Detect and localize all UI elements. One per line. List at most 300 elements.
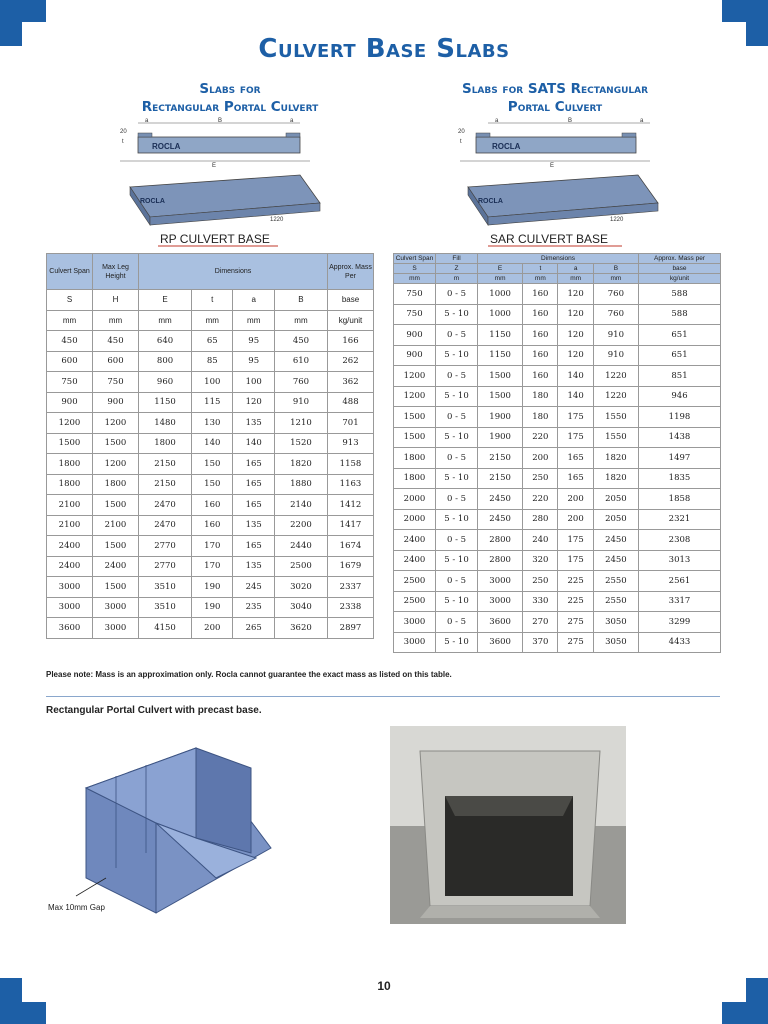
table-cell: 2450 <box>478 489 523 510</box>
table-cell: 600 <box>93 351 139 372</box>
unit-cell: mm <box>47 310 93 331</box>
table-cell: 2470 <box>139 495 192 516</box>
table-cell: 3000 <box>394 612 436 633</box>
table-cell: 362 <box>328 372 374 393</box>
table-cell: 2150 <box>139 474 192 495</box>
table-cell: 900 <box>93 392 139 413</box>
table-cell: 150 <box>192 454 233 475</box>
table-cell: 175 <box>558 407 593 428</box>
section-divider <box>46 696 720 697</box>
table-cell: 3317 <box>639 591 721 612</box>
table-cell: 165 <box>558 468 593 489</box>
table-cell: 3600 <box>47 618 93 639</box>
table-cell: 1480 <box>139 413 192 434</box>
table-cell: 1500 <box>93 536 139 557</box>
label-a-right: a <box>290 118 294 124</box>
table-row <box>394 407 721 428</box>
table-cell: 1417 <box>328 515 374 536</box>
table-row <box>394 366 721 387</box>
table-cell: 250 <box>523 571 558 592</box>
table-cell: 1200 <box>93 413 139 434</box>
label-20: 20 <box>120 129 127 135</box>
table-cell: 150 <box>192 474 233 495</box>
table-cell: 2400 <box>47 556 93 577</box>
table-cell: 180 <box>523 386 558 407</box>
table-row <box>394 571 721 592</box>
table-cell: 588 <box>639 304 721 325</box>
table-cell: 180 <box>523 407 558 428</box>
table-cell: 140 <box>558 366 593 387</box>
table-cell: 1500 <box>93 433 139 454</box>
table-cell: 235 <box>233 597 274 618</box>
table-cell: 1150 <box>478 325 523 346</box>
table-cell: 170 <box>192 536 233 557</box>
table-cell: 4433 <box>639 632 721 653</box>
sar-culvert-base-diagram <box>450 115 690 250</box>
label-1220: 1220 <box>610 217 624 223</box>
table-cell: 120 <box>558 284 593 305</box>
table-cell: 2000 <box>394 489 436 510</box>
table-cell: 3013 <box>639 550 721 571</box>
symbol-cell: E <box>139 290 192 311</box>
unit-cell: mm <box>274 310 327 331</box>
table-cell: 2308 <box>639 530 721 551</box>
table-cell: 1200 <box>93 454 139 475</box>
table-cell: 1220 <box>593 366 638 387</box>
table-cell: 330 <box>523 591 558 612</box>
table-cell: 3000 <box>394 632 436 653</box>
unit-cell: mm <box>233 310 274 331</box>
table-cell: 2338 <box>328 597 374 618</box>
table-cell: 265 <box>233 618 274 639</box>
label-e: E <box>212 163 217 169</box>
unit-cell: mm <box>192 310 233 331</box>
table-row <box>47 474 374 495</box>
table-cell: 2500 <box>274 556 327 577</box>
table-cell: 2150 <box>139 454 192 475</box>
table-cell: 200 <box>192 618 233 639</box>
table-cell: 65 <box>192 331 233 352</box>
sar-culvert-table <box>393 253 721 653</box>
table-row <box>47 433 374 454</box>
table-cell: 913 <box>328 433 374 454</box>
symbol-cell: H <box>93 290 139 311</box>
table-cell: 120 <box>233 392 274 413</box>
page-title: Culvert Base Slabs <box>258 34 510 64</box>
table-cell: 2050 <box>593 509 638 530</box>
table-cell: 5 - 10 <box>436 468 478 489</box>
label-a-left: a <box>495 118 499 124</box>
opening-shadow <box>445 796 573 816</box>
table-cell: 1500 <box>478 386 523 407</box>
brand-label: ROCLA <box>152 142 181 151</box>
table-cell: 2450 <box>593 530 638 551</box>
table-cell: 1163 <box>328 474 374 495</box>
table-cell: 120 <box>558 345 593 366</box>
table-cell: 2561 <box>639 571 721 592</box>
table-cell: 95 <box>233 351 274 372</box>
header-approx-mass: Approx. Mass Per <box>328 254 374 290</box>
table-cell: 960 <box>139 372 192 393</box>
table-cell: 2100 <box>93 515 139 536</box>
table-cell: 651 <box>639 345 721 366</box>
left-section-title-line1: Slabs for <box>199 81 261 97</box>
table-cell: 160 <box>523 284 558 305</box>
table-cell: 1158 <box>328 454 374 475</box>
brand-label: ROCLA <box>492 142 521 151</box>
unit-cell: mm <box>93 310 139 331</box>
culvert-right-wall <box>196 748 251 853</box>
table-cell: 640 <box>139 331 192 352</box>
table-cell: 946 <box>639 386 721 407</box>
symbol-cell: Z <box>436 264 478 274</box>
table-cell: 1000 <box>478 304 523 325</box>
table-cell: 651 <box>639 325 721 346</box>
table-cell: 170 <box>192 556 233 577</box>
table-row <box>47 556 374 577</box>
table-cell: 3510 <box>139 577 192 598</box>
brand-label-isometric: ROCLA <box>478 198 503 205</box>
table-row <box>394 427 721 448</box>
table-row <box>47 454 374 475</box>
table-cell: 1150 <box>139 392 192 413</box>
table-cell: 245 <box>233 577 274 598</box>
slab-upstand-right <box>286 133 300 137</box>
table-cell: 166 <box>328 331 374 352</box>
left-section-title <box>80 80 380 116</box>
table-cell: 225 <box>558 571 593 592</box>
table-cell: 1500 <box>478 366 523 387</box>
table-cell: 0 - 5 <box>436 448 478 469</box>
table-row <box>47 351 374 372</box>
table-cell: 100 <box>233 372 274 393</box>
label-b: B <box>218 118 223 124</box>
table-cell: 1550 <box>593 407 638 428</box>
table-cell: 910 <box>593 325 638 346</box>
table-cell: 450 <box>47 331 93 352</box>
right-section-title <box>405 80 705 116</box>
symbol-cell: a <box>558 264 593 274</box>
table-cell: 2050 <box>593 489 638 510</box>
gap-label: Max 10mm Gap <box>48 903 105 912</box>
table-cell: 165 <box>233 495 274 516</box>
table-cell: 3299 <box>639 612 721 633</box>
table-cell: 0 - 5 <box>436 612 478 633</box>
mass-disclaimer-note: Please note: Mass is an approximation only. Rocla cannot guarantee the exact mass as listed on this table. <box>46 670 452 679</box>
table-cell: 0 - 5 <box>436 325 478 346</box>
table-cell: 2800 <box>478 530 523 551</box>
table-cell: 270 <box>523 612 558 633</box>
table-cell: 2100 <box>47 495 93 516</box>
table-cell: 750 <box>47 372 93 393</box>
table-cell: 1820 <box>593 448 638 469</box>
table-cell: 5 - 10 <box>436 345 478 366</box>
table-cell: 1150 <box>478 345 523 366</box>
symbol-cell: E <box>478 264 523 274</box>
table-cell: 370 <box>523 632 558 653</box>
table-cell: 2400 <box>93 556 139 577</box>
table-cell: 588 <box>639 284 721 305</box>
sar-diagram-caption: SAR CULVERT BASE <box>490 232 609 246</box>
table-cell: 0 - 5 <box>436 571 478 592</box>
table-header-row <box>394 254 721 264</box>
table-cell: 0 - 5 <box>436 489 478 510</box>
table-cell: 200 <box>558 509 593 530</box>
symbol-cell: S <box>47 290 93 311</box>
table-cell: 450 <box>93 331 139 352</box>
table-cell: 1679 <box>328 556 374 577</box>
table-cell: 160 <box>523 304 558 325</box>
table-cell: 2470 <box>139 515 192 536</box>
table-cell: 2450 <box>478 509 523 530</box>
unit-row <box>47 310 374 331</box>
table-cell: 3600 <box>478 612 523 633</box>
table-cell: 760 <box>593 304 638 325</box>
rp-diagram-caption: RP CULVERT BASE <box>160 232 270 246</box>
table-cell: 2800 <box>478 550 523 571</box>
table-cell: 2100 <box>47 515 93 536</box>
table-cell: 2000 <box>394 509 436 530</box>
table-cell: 1800 <box>139 433 192 454</box>
right-section-title-line1: Slabs for SATS Rectangular <box>461 81 649 97</box>
unit-cell: kg/unit <box>639 274 721 284</box>
table-row <box>47 372 374 393</box>
table-cell: 3000 <box>93 597 139 618</box>
label-1220: 1220 <box>270 217 284 223</box>
table-cell: 760 <box>274 372 327 393</box>
symbol-cell: B <box>593 264 638 274</box>
table-cell: 2550 <box>593 591 638 612</box>
table-cell: 1800 <box>394 448 436 469</box>
table-cell: 800 <box>139 351 192 372</box>
right-section-title-line2: Portal Culvert <box>507 99 603 115</box>
table-cell: 1220 <box>593 386 638 407</box>
table-cell: 910 <box>274 392 327 413</box>
table-cell: 140 <box>233 433 274 454</box>
symbol-row <box>394 264 721 274</box>
illustration-caption: Rectangular Portal Culvert with precast base. <box>46 705 262 716</box>
table-cell: 1800 <box>47 474 93 495</box>
table-cell: 1900 <box>478 407 523 428</box>
table-cell: 160 <box>523 325 558 346</box>
table-cell: 130 <box>192 413 233 434</box>
table-cell: 750 <box>394 304 436 325</box>
page-number: 10 <box>377 979 391 993</box>
table-cell: 165 <box>233 454 274 475</box>
table-cell: 1800 <box>47 454 93 475</box>
table-row <box>47 413 374 434</box>
table-cell: 160 <box>523 366 558 387</box>
table-cell: 1500 <box>93 495 139 516</box>
label-b: B <box>568 118 573 124</box>
table-row <box>394 591 721 612</box>
table-cell: 3000 <box>47 597 93 618</box>
table-cell: 4150 <box>139 618 192 639</box>
table-cell: 2337 <box>328 577 374 598</box>
table-cell: 165 <box>558 448 593 469</box>
table-cell: 3050 <box>593 612 638 633</box>
culvert-photo <box>390 726 626 924</box>
table-row <box>47 618 374 639</box>
table-cell: 3050 <box>593 632 638 653</box>
table-cell: 120 <box>558 304 593 325</box>
table-row <box>47 597 374 618</box>
table-cell: 1674 <box>328 536 374 557</box>
unit-cell: mm <box>558 274 593 284</box>
table-row <box>394 386 721 407</box>
table-cell: 1500 <box>394 407 436 428</box>
table-cell: 0 - 5 <box>436 407 478 428</box>
table-cell: 3020 <box>274 577 327 598</box>
table-cell: 1858 <box>639 489 721 510</box>
table-cell: 135 <box>233 515 274 536</box>
table-cell: 1550 <box>593 427 638 448</box>
table-cell: 2200 <box>274 515 327 536</box>
table-cell: 3600 <box>478 632 523 653</box>
table-cell: 910 <box>593 345 638 366</box>
table-row <box>47 577 374 598</box>
table-cell: 1500 <box>93 577 139 598</box>
table-cell: 1497 <box>639 448 721 469</box>
table-cell: 5 - 10 <box>436 509 478 530</box>
table-row <box>47 392 374 413</box>
table-cell: 1900 <box>478 427 523 448</box>
header-max-leg-height: Max Leg Height <box>93 254 139 290</box>
table-cell: 3000 <box>478 571 523 592</box>
table-cell: 100 <box>192 372 233 393</box>
table-cell: 750 <box>394 284 436 305</box>
table-cell: 160 <box>192 515 233 536</box>
table-row <box>394 509 721 530</box>
table-cell: 3000 <box>93 618 139 639</box>
table-cell: 2897 <box>328 618 374 639</box>
table-cell: 225 <box>558 591 593 612</box>
unit-row <box>394 274 721 284</box>
table-cell: 5 - 10 <box>436 591 478 612</box>
rp-culvert-base-diagram <box>100 115 340 250</box>
table-cell: 750 <box>93 372 139 393</box>
header-fill: Fill <box>436 254 478 264</box>
unit-cell: mm <box>394 274 436 284</box>
table-cell: 0 - 5 <box>436 366 478 387</box>
unit-cell: mm <box>478 274 523 284</box>
table-cell: 190 <box>192 597 233 618</box>
table-cell: 165 <box>233 536 274 557</box>
table-cell: 5 - 10 <box>436 427 478 448</box>
label-a-right: a <box>640 118 644 124</box>
table-cell: 2500 <box>394 591 436 612</box>
table-cell: 1800 <box>93 474 139 495</box>
brand-label-isometric: ROCLA <box>140 198 165 205</box>
table-cell: 1438 <box>639 427 721 448</box>
slab-upstand-right <box>622 133 636 137</box>
table-row <box>394 612 721 633</box>
table-cell: 3510 <box>139 597 192 618</box>
table-cell: 2440 <box>274 536 327 557</box>
table-cell: 488 <box>328 392 374 413</box>
table-cell: 2770 <box>139 536 192 557</box>
table-cell: 275 <box>558 632 593 653</box>
table-cell: 1198 <box>639 407 721 428</box>
table-cell: 275 <box>558 612 593 633</box>
unit-cell: kg/unit <box>328 310 374 331</box>
table-cell: 175 <box>558 550 593 571</box>
table-cell: 220 <box>523 427 558 448</box>
unit-cell: m <box>436 274 478 284</box>
table-row <box>394 632 721 653</box>
table-cell: 701 <box>328 413 374 434</box>
table-cell: 5 - 10 <box>436 632 478 653</box>
table-cell: 135 <box>233 413 274 434</box>
table-cell: 3040 <box>274 597 327 618</box>
table-cell: 450 <box>274 331 327 352</box>
table-cell: 3000 <box>478 591 523 612</box>
table-cell: 2770 <box>139 556 192 577</box>
table-cell: 262 <box>328 351 374 372</box>
header-culvert-span: Culvert Span <box>394 254 436 264</box>
table-cell: 95 <box>233 331 274 352</box>
table-cell: 2140 <box>274 495 327 516</box>
symbol-row <box>47 290 374 311</box>
table-cell: 200 <box>558 489 593 510</box>
table-cell: 600 <box>47 351 93 372</box>
table-cell: 3000 <box>47 577 93 598</box>
table-row <box>47 331 374 352</box>
table-cell: 2400 <box>394 550 436 571</box>
table-cell: 175 <box>558 427 593 448</box>
table-cell: 2400 <box>47 536 93 557</box>
rp-culvert-table <box>46 253 374 639</box>
table-cell: 1000 <box>478 284 523 305</box>
header-dimensions: Dimensions <box>139 254 328 290</box>
table-cell: 140 <box>192 433 233 454</box>
table-cell: 165 <box>233 474 274 495</box>
unit-cell: mm <box>139 310 192 331</box>
table-cell: 140 <box>558 386 593 407</box>
table-cell: 900 <box>394 345 436 366</box>
table-cell: 85 <box>192 351 233 372</box>
symbol-cell: a <box>233 290 274 311</box>
left-section-title-line2: Rectangular Portal Culvert <box>141 99 319 115</box>
table-row <box>47 536 374 557</box>
culvert-illustration <box>46 728 286 928</box>
table-cell: 175 <box>558 530 593 551</box>
slab-upstand-left <box>476 133 490 137</box>
table-cell: 135 <box>233 556 274 577</box>
table-row <box>47 515 374 536</box>
symbol-cell: B <box>274 290 327 311</box>
table-row <box>394 489 721 510</box>
table-cell: 3620 <box>274 618 327 639</box>
header-culvert-span: Culvert Span <box>47 254 93 290</box>
table-cell: 1412 <box>328 495 374 516</box>
table-cell: 1520 <box>274 433 327 454</box>
table-row <box>394 550 721 571</box>
table-cell: 1820 <box>593 468 638 489</box>
header-dimensions: Dimensions <box>478 254 639 264</box>
table-cell: 2400 <box>394 530 436 551</box>
symbol-cell: t <box>192 290 233 311</box>
table-cell: 240 <box>523 530 558 551</box>
table-cell: 1210 <box>274 413 327 434</box>
table-cell: 760 <box>593 284 638 305</box>
culvert-base <box>420 906 600 918</box>
header-approx-mass: Approx. Mass per <box>639 254 721 264</box>
table-cell: 5 - 10 <box>436 304 478 325</box>
table-cell: 160 <box>192 495 233 516</box>
table-cell: 1200 <box>394 366 436 387</box>
table-cell: 1880 <box>274 474 327 495</box>
